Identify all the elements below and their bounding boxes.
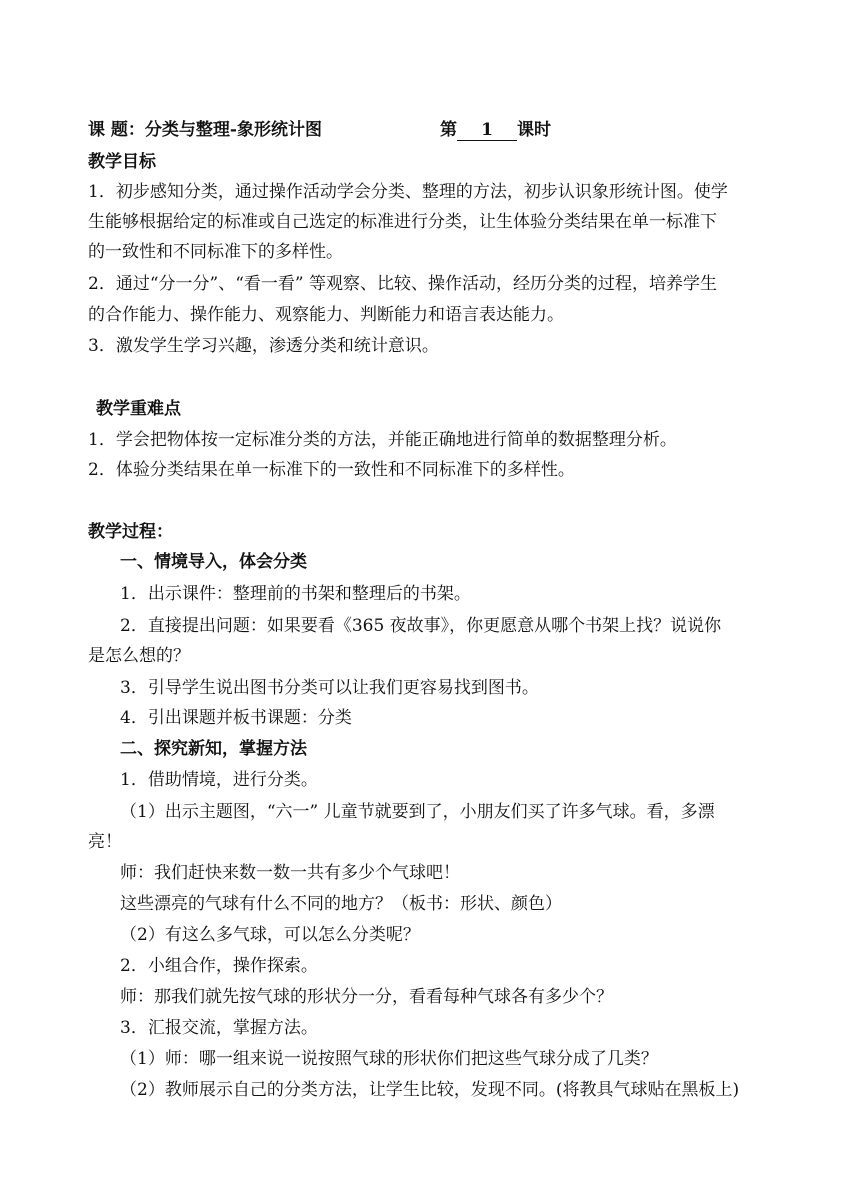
section-2-line: （2）教师展示自己的分类方法，让学生比较，发现不同。(将教具气球贴在黑板上)	[120, 1080, 740, 1100]
section-1-line: 是怎么想的？	[88, 646, 190, 666]
objective-line: 3．激发学生学习兴趣，渗透分类和统计意识。	[88, 336, 439, 356]
lesson-prefix: 第	[440, 120, 457, 140]
section-2-line: 1．借助情境，进行分类。	[120, 770, 318, 790]
section-1-line: 1．出示课件：整理前的书架和整理后的书架。	[120, 584, 471, 604]
section-2-line: 这些漂亮的气球有什么不同的地方？（板书：形状、颜色）	[120, 894, 562, 914]
key-point-line: 1．学会把物体按一定标准分类的方法，并能正确地进行简单的数据整理分析。	[88, 430, 677, 450]
section-2-line: 亮！	[88, 832, 122, 852]
objectives-heading: 教学目标	[88, 152, 156, 172]
section-2-line: 师：我们赶快来数一数一共有多少个气球吧！	[120, 863, 460, 883]
section-2-line: 师：那我们就先按气球的形状分一分，看看每种气球各有多少个？	[120, 987, 613, 1007]
objective-line: 生能够根据给定的标准或自己选定的标准进行分类，让生体验分类结果在单一标准下	[88, 212, 717, 232]
section-1-heading: 一、情境导入，体会分类	[120, 552, 307, 572]
key-point-line: 2．体验分类结果在单一标准下的一致性和不同标准下的多样性。	[88, 460, 575, 480]
section-2-line: 2．小组合作，操作探索。	[120, 956, 318, 976]
key-points-heading: 教学重难点	[96, 399, 181, 419]
lesson-suffix: 课时	[517, 120, 551, 140]
objective-line: 1．初步感知分类，通过操作活动学会分类、整理的方法，初步认识象形统计图。使学	[88, 182, 728, 202]
objective-line: 2．通过“分一分”、“看一看” 等观察、比较、操作活动，经历分类的过程，培养学生	[88, 274, 717, 294]
section-1-line: 3．引导学生说出图书分类可以让我们更容易找到图书。	[120, 678, 539, 698]
section-1-line: 2．直接提出问题：如果要看《365 夜故事》，你更愿意从哪个书架上找？说说你	[120, 616, 722, 636]
objective-line: 的一致性和不同标准下的多样性。	[88, 242, 343, 262]
lesson-number: 1	[457, 120, 517, 141]
lesson-number-label	[440, 118, 551, 142]
section-1-line: 4．引出课题并板书课题：分类	[120, 708, 352, 728]
section-2-line: 3．汇报交流，掌握方法。	[120, 1018, 318, 1038]
section-2-line: （1）师：哪一组来说一说按照气球的形状你们把这些气球分成了几类？	[120, 1049, 658, 1069]
lesson-title-row	[88, 118, 788, 142]
section-2-line: （1）出示主题图，“六一” 儿童节就要到了，小朋友们买了许多气球。看，多漂	[120, 802, 715, 822]
section-2-line: （2）有这么多气球，可以怎么分类呢？	[120, 925, 420, 945]
section-2-heading: 二、探究新知，掌握方法	[120, 739, 307, 759]
lesson-topic: 课 题：分类与整理-象形统计图	[88, 120, 322, 140]
process-heading: 教学过程：	[88, 522, 173, 542]
objective-line: 的合作能力、操作能力、观察能力、判断能力和语言表达能力。	[88, 305, 564, 325]
